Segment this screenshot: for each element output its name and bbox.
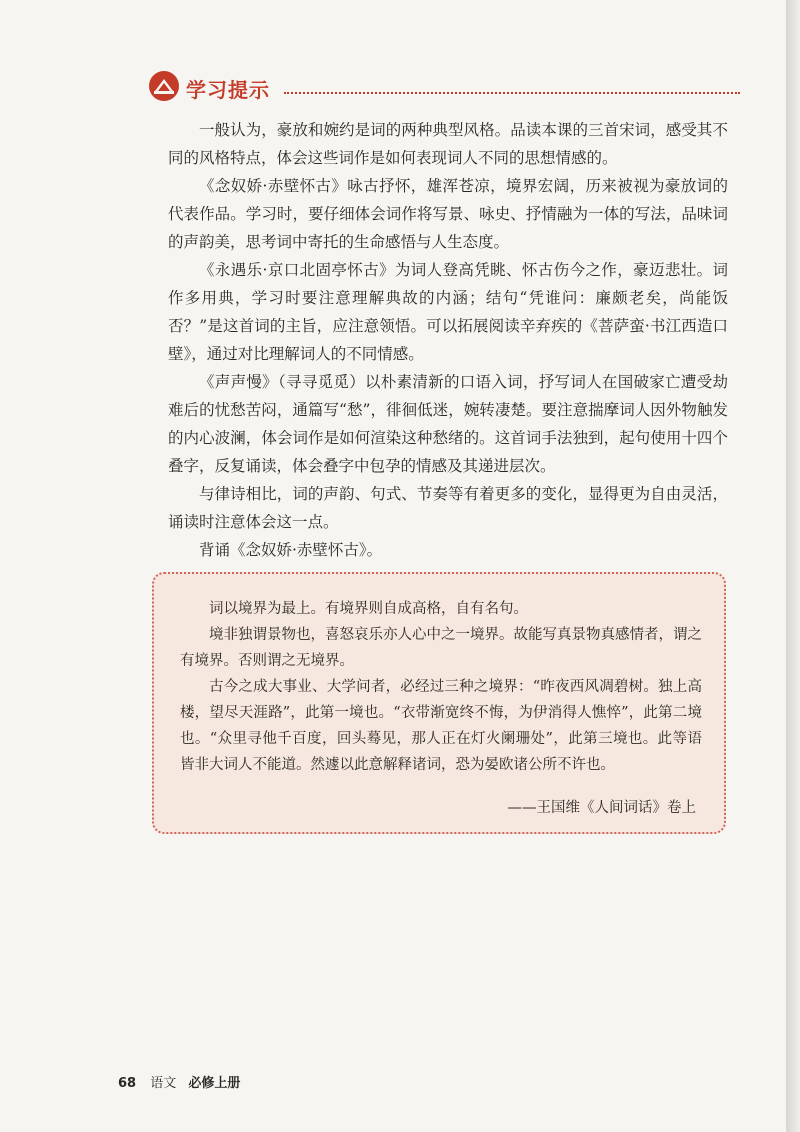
quote-paragraph: 词以境界为最上。有境界则自成高格，自有名句。 — [209, 601, 528, 617]
quote-box — [152, 572, 726, 834]
quote-text — [180, 596, 702, 778]
learning-tips-text — [168, 116, 728, 564]
page-footer — [118, 1072, 240, 1091]
page-edge — [786, 0, 800, 1132]
section-header — [148, 68, 748, 104]
paragraph: 一般认为，豪放和婉约是词的两种典型风格。品读本课的三首宋词，感受其不同的风格特点，体会这些词作是如何表现词人不同的思想情感的。 — [168, 121, 728, 167]
paragraph: 与律诗相比，词的声韵、句式、节奏等有着更多的变化，显得更为自由灵活，诵读时注意体会这一点。 — [168, 485, 728, 531]
dotted-divider — [284, 92, 740, 94]
page-number: 68 — [118, 1076, 137, 1091]
paragraph: 《念奴娇·赤壁怀古》咏古抒怀，雄浑苍凉，境界宏阔，历来被视为豪放词的代表作品。学习时，要仔细体会词作将写景、咏史、抒情融为一体的写法，品味词的声韵美，思考词中寄托的生命感悟与人生态度。 — [168, 177, 728, 251]
quote-paragraph: 古今之成大事业、大学问者，必经过三种之境界：“昨夜西风凋碧树。独上高楼，望尽天涯路”，此第一境也。“衣带渐宽终不悔，为伊消得人憔悴”，此第二境也。“众里寻他千百度，回头蓦见，那人正在灯火阑珊处”，此第三境也。此等语皆非大词人不能道。然遽以此意解释诸词，恐为晏欧诸公所不许也。 — [180, 679, 702, 773]
subject-label: 语文 — [150, 1076, 177, 1091]
paragraph: 《永遇乐·京口北固亭怀古》为词人登高凭眺、怀古伤今之作，豪迈悲壮。词作多用典，学习时要注意理解典故的内涵；结句“凭谁问：廉颇老矣，尚能饭否？”是这首词的主旨，应注意领悟。可以拓展阅读辛弃疾的《菩萨蛮·书江西造口壁》，通过对比理解词人的不同情感。 — [168, 261, 728, 363]
paragraph: 背诵《念奴娇·赤壁怀古》。 — [199, 541, 383, 559]
quote-source: ——王国维《人间词话》卷上 — [507, 800, 696, 816]
quote-paragraph: 境非独谓景物也，喜怒哀乐亦人心中之一境界。故能写真景物真感情者，谓之有境界。否则谓之无境界。 — [180, 627, 702, 669]
stacked-books-icon — [148, 70, 180, 102]
section-title: 学习提示 — [186, 78, 270, 102]
volume-label: 必修上册 — [188, 1076, 241, 1091]
paragraph: 《声声慢》（寻寻觅觅）以朴素清新的口语入词，抒写词人在国破家亡遭受劫难后的忧愁苦闷，通篇写“愁”，徘徊低迷，婉转凄楚。要注意揣摩词人因外物触发的内心波澜，体会词作是如何渲染这种愁绪的。这首词手法独到，起句使用十四个叠字，反复诵读，体会叠字中包孕的情感及其递进层次。 — [168, 373, 728, 475]
